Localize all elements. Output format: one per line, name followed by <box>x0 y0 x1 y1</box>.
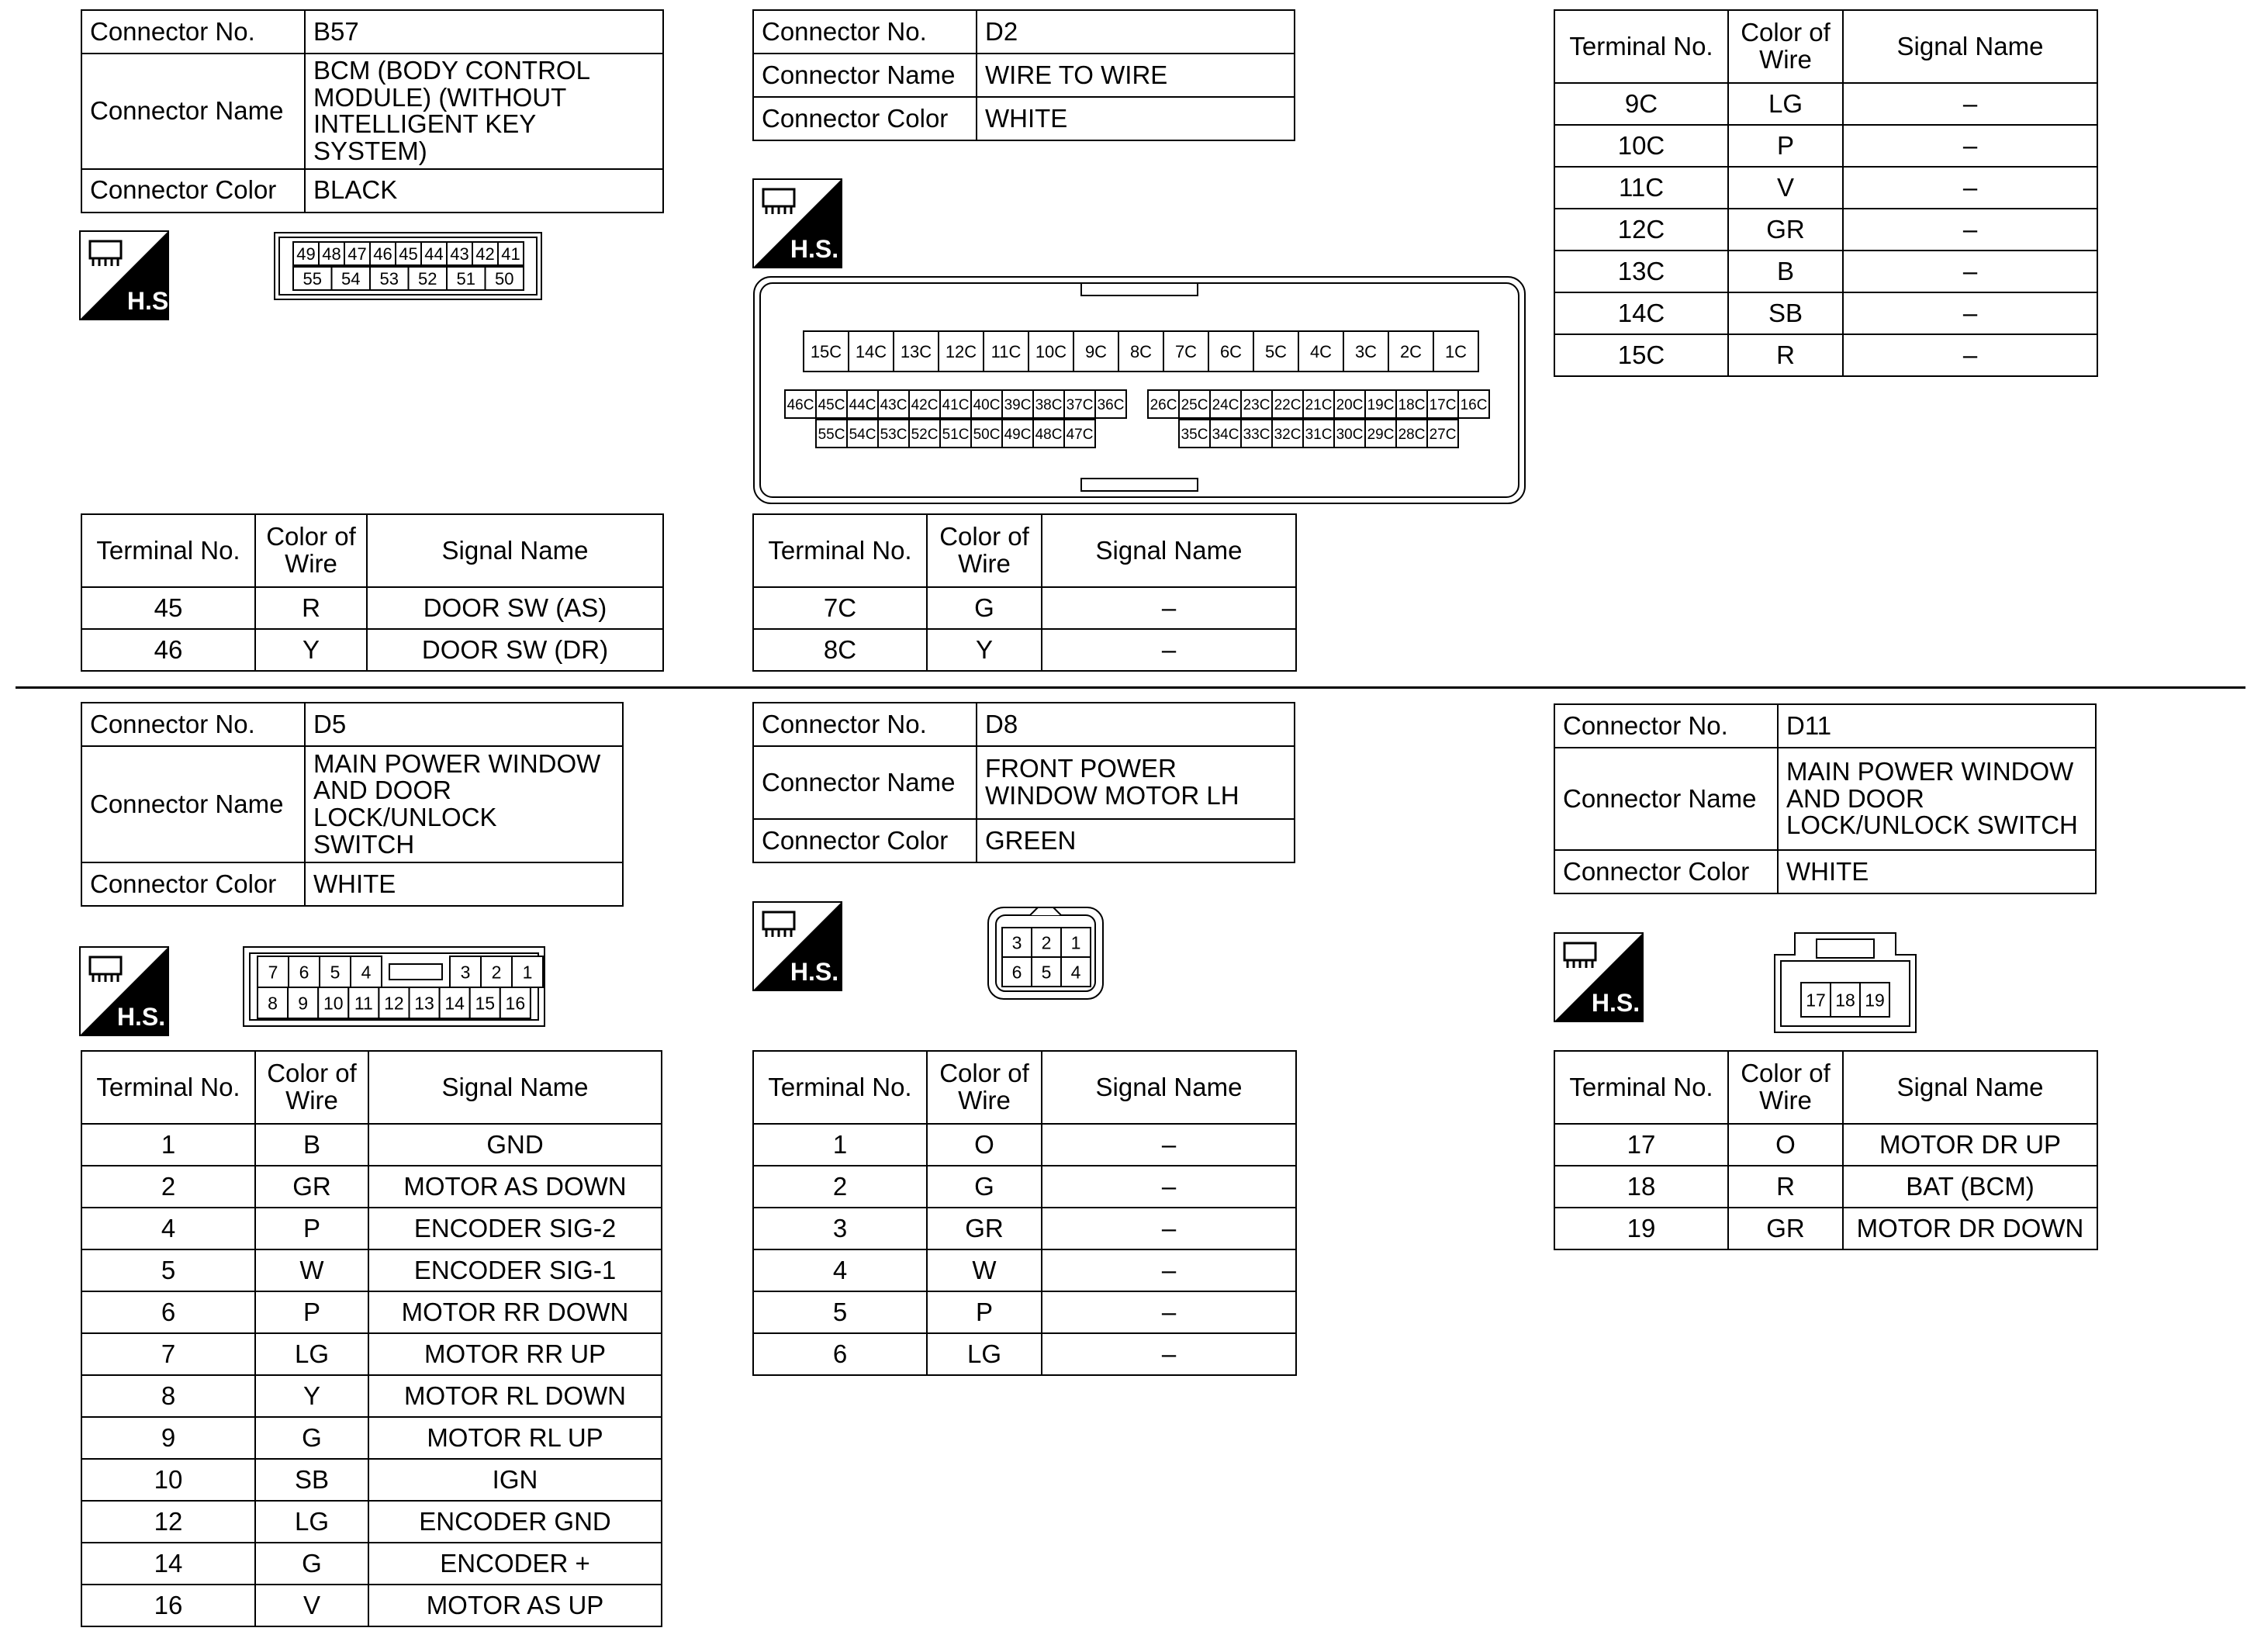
d11-connector-face <box>1773 931 1917 1034</box>
hs-harness-side-icon <box>1554 932 1644 1022</box>
pin-number: 31C <box>1305 426 1333 443</box>
col-signal: Signal Name <box>1042 1051 1296 1124</box>
signal-name-cell: MOTOR DR UP <box>1843 1124 2097 1166</box>
signal-name-cell: ENCODER GND <box>368 1501 662 1543</box>
wire-color-cell: Y <box>255 629 367 671</box>
pin-number: 15 <box>475 993 496 1014</box>
table-row <box>81 1291 662 1333</box>
wire-color-cell: GR <box>1728 209 1843 251</box>
d5-connector-face <box>242 945 546 1028</box>
signal-name-cell: MOTOR DR DOWN <box>1843 1208 2097 1249</box>
signal-name-cell: – <box>1042 587 1296 629</box>
pin-number: 15C <box>810 341 842 361</box>
pin-number: 8C <box>1129 341 1153 361</box>
pin-number: 20C <box>1336 396 1364 413</box>
table-row <box>81 587 663 629</box>
table-row <box>81 1501 662 1543</box>
terminal-no-cell: 45 <box>81 587 255 629</box>
pin-number: 43C <box>880 396 908 413</box>
d8-terminal-table <box>752 1050 1297 1376</box>
signal-name-cell: – <box>1042 1124 1296 1166</box>
wire-color-cell: W <box>927 1249 1042 1291</box>
pin-number: 42 <box>475 244 495 264</box>
pin-number: 5 <box>1041 962 1052 983</box>
connector-name-label: Connector Name <box>81 54 305 169</box>
pin-number: 49 <box>296 244 316 264</box>
pin-number: 8 <box>268 993 278 1014</box>
table-row <box>753 1208 1296 1249</box>
pin-number: 5C <box>1264 341 1288 361</box>
signal-name-cell: IGN <box>368 1459 662 1501</box>
b57-connector-face <box>273 231 543 301</box>
pin-number: 44 <box>424 244 444 264</box>
wire-color-cell: GR <box>255 1166 368 1208</box>
terminal-no-cell: 12C <box>1554 209 1728 251</box>
pin-number: 11 <box>354 993 373 1014</box>
pin-number: 32C <box>1274 426 1302 443</box>
table-row <box>81 1375 662 1417</box>
terminal-no-cell: 1 <box>81 1124 255 1166</box>
pin-number: 52C <box>911 426 939 443</box>
pin-number: 34C <box>1212 426 1239 443</box>
pin-number: 18C <box>1398 396 1426 413</box>
svg-text:H.S.: H.S. <box>790 958 839 986</box>
connector-color-label: Connector Color <box>81 169 305 213</box>
connector-no-label: Connector No. <box>753 703 977 746</box>
d2-terminal-table-continued <box>1554 9 2098 377</box>
pin-number: 7 <box>268 962 278 983</box>
svg-text:H.S.: H.S. <box>116 1003 166 1031</box>
terminal-no-cell: 10 <box>81 1459 255 1501</box>
wire-color-cell: R <box>1728 1166 1843 1208</box>
pin-number: 13C <box>900 341 932 361</box>
d5-connector-info <box>81 702 624 907</box>
connector-name-value: MAIN POWER WINDOW AND DOOR LOCK/UNLOCK SWITCH <box>1778 748 2096 850</box>
pin-number: 3 <box>460 962 471 983</box>
hs-harness-side-icon <box>752 178 842 268</box>
wire-color-cell: G <box>927 1166 1042 1208</box>
connector-color-label: Connector Color <box>753 819 977 862</box>
col-terminal: Terminal No. <box>81 514 255 587</box>
signal-name-cell: MOTOR RR DOWN <box>368 1291 662 1333</box>
pin-number: 42C <box>911 396 939 413</box>
pin-number: 4 <box>361 962 372 983</box>
signal-name-cell: MOTOR RL DOWN <box>368 1375 662 1417</box>
pin-number: 39C <box>1004 396 1032 413</box>
pin-number: 19C <box>1367 396 1395 413</box>
wire-color-cell: Y <box>927 629 1042 671</box>
connector-color-value: WHITE <box>305 862 623 906</box>
table-row <box>1554 251 2097 292</box>
pin-number: 27C <box>1429 426 1457 443</box>
pin-number: 53C <box>880 426 908 443</box>
pin-number: 17 <box>1806 990 1826 1011</box>
terminal-no-cell: 8 <box>81 1375 255 1417</box>
pin-number: 19 <box>1865 990 1885 1011</box>
table-row <box>81 1417 662 1459</box>
pin-number: 41C <box>942 396 970 413</box>
terminal-no-cell: 2 <box>81 1166 255 1208</box>
pin-number: 7C <box>1174 341 1198 361</box>
pin-number: 3 <box>1011 932 1022 953</box>
pin-number: 51 <box>456 268 475 289</box>
wire-color-cell: G <box>255 1543 368 1585</box>
signal-name-cell: ENCODER + <box>368 1543 662 1585</box>
pin-number: 10 <box>323 993 344 1014</box>
d5-terminal-table <box>81 1050 662 1627</box>
col-signal: Signal Name <box>1042 514 1296 587</box>
pin-number: 47C <box>1066 426 1094 443</box>
terminal-no-cell: 19 <box>1554 1208 1728 1249</box>
signal-name-cell: – <box>1843 334 2097 376</box>
table-row <box>81 1166 662 1208</box>
wire-color-cell: SB <box>255 1459 368 1501</box>
signal-name-cell: DOOR SW (AS) <box>367 587 663 629</box>
connector-name-label: Connector Name <box>753 54 977 97</box>
pin-number: 22C <box>1274 396 1302 413</box>
pin-number: 13 <box>414 993 434 1014</box>
connector-no-label: Connector No. <box>81 703 305 746</box>
pin-number: 12 <box>384 993 404 1014</box>
signal-name-cell: – <box>1042 1208 1296 1249</box>
terminal-no-cell: 18 <box>1554 1166 1728 1208</box>
svg-text:H.S.: H.S. <box>790 235 839 263</box>
connector-name-value: MAIN POWER WINDOW AND DOOR LOCK/UNLOCK SWITCH <box>305 746 623 862</box>
signal-name-cell: MOTOR AS DOWN <box>368 1166 662 1208</box>
terminal-no-cell: 14C <box>1554 292 1728 334</box>
pin-number: 6C <box>1219 341 1243 361</box>
wire-color-cell: LG <box>1728 83 1843 125</box>
pin-number: 16C <box>1460 396 1488 413</box>
d2-connector-face <box>752 275 1526 505</box>
connector-no-value: D11 <box>1778 704 2096 748</box>
pin-number: 55C <box>818 426 845 443</box>
terminal-no-cell: 6 <box>753 1333 927 1375</box>
pin-number: 50 <box>495 268 514 289</box>
terminal-no-cell: 9 <box>81 1417 255 1459</box>
table-row <box>81 1459 662 1501</box>
table-row <box>1554 209 2097 251</box>
pin-number: 6 <box>1011 962 1022 983</box>
signal-name-cell: – <box>1843 251 2097 292</box>
table-row <box>1554 1124 2097 1166</box>
signal-name-cell: – <box>1042 1249 1296 1291</box>
signal-name-cell: MOTOR AS UP <box>368 1585 662 1626</box>
pin-number: 16 <box>505 993 526 1014</box>
terminal-no-cell: 17 <box>1554 1124 1728 1166</box>
pin-number: 2C <box>1399 341 1423 361</box>
pin-number: 26C <box>1150 396 1177 413</box>
pin-number: 46 <box>373 244 392 264</box>
hs-harness-side-icon <box>752 901 842 991</box>
pin-number: 33C <box>1243 426 1271 443</box>
terminal-no-cell: 46 <box>81 629 255 671</box>
wire-color-cell: B <box>1728 251 1843 292</box>
connector-no-value: B57 <box>305 10 663 54</box>
connector-no-value: D5 <box>305 703 623 746</box>
pin-number: 12C <box>945 341 977 361</box>
terminal-no-cell: 4 <box>81 1208 255 1249</box>
d11-connector-info <box>1554 703 2097 894</box>
terminal-no-cell: 10C <box>1554 125 1728 167</box>
pin-number: 54 <box>341 268 361 289</box>
pin-number: 40C <box>973 396 1001 413</box>
pin-number: 28C <box>1398 426 1426 443</box>
pin-number: 5 <box>330 962 341 983</box>
pin-number: 11C <box>990 341 1022 361</box>
hs-harness-side-icon <box>79 946 169 1036</box>
pin-number: 6 <box>299 962 309 983</box>
pin-number: 1 <box>1070 932 1081 953</box>
pin-number: 2 <box>491 962 502 983</box>
terminal-no-cell: 11C <box>1554 167 1728 209</box>
wire-color-cell: LG <box>927 1333 1042 1375</box>
connector-color-label: Connector Color <box>81 862 305 906</box>
pin-number: 45C <box>818 396 845 413</box>
pin-number: 4C <box>1309 341 1333 361</box>
connector-color-value: WHITE <box>1778 850 2096 893</box>
pin-number: 49C <box>1004 426 1032 443</box>
col-color: Color of Wire <box>255 1051 368 1124</box>
wire-color-cell: G <box>255 1417 368 1459</box>
col-terminal: Terminal No. <box>753 1051 927 1124</box>
wire-color-cell: P <box>927 1291 1042 1333</box>
pin-number: 48C <box>1035 426 1063 443</box>
connector-no-label: Connector No. <box>753 10 977 54</box>
connector-name-label: Connector Name <box>753 746 977 819</box>
table-row <box>81 1543 662 1585</box>
pin-number: 48 <box>322 244 341 264</box>
connector-name-value: FRONT POWER WINDOW MOTOR LH <box>977 746 1295 819</box>
signal-name-cell: ENCODER SIG-1 <box>368 1249 662 1291</box>
col-color: Color of Wire <box>927 514 1042 587</box>
col-terminal: Terminal No. <box>81 1051 255 1124</box>
signal-name-cell: – <box>1042 1291 1296 1333</box>
pin-number: 41 <box>501 244 520 264</box>
table-row <box>753 1124 1296 1166</box>
signal-name-cell: – <box>1042 629 1296 671</box>
terminal-no-cell: 6 <box>81 1291 255 1333</box>
table-row <box>81 629 663 671</box>
wire-color-cell: V <box>1728 167 1843 209</box>
connector-color-value: WHITE <box>977 97 1295 140</box>
pin-number: 55 <box>303 268 322 289</box>
connector-color-label: Connector Color <box>1554 850 1778 893</box>
connector-color-value: BLACK <box>305 169 663 213</box>
terminal-no-cell: 9C <box>1554 83 1728 125</box>
pin-number: 2 <box>1041 932 1052 953</box>
terminal-no-cell: 8C <box>753 629 927 671</box>
pin-number: 47 <box>347 244 367 264</box>
pin-number: 14C <box>855 341 887 361</box>
signal-name-cell: – <box>1843 209 2097 251</box>
terminal-no-cell: 4 <box>753 1249 927 1291</box>
table-row <box>81 1208 662 1249</box>
signal-name-cell: BAT (BCM) <box>1843 1166 2097 1208</box>
pin-number: 25C <box>1181 396 1208 413</box>
pin-number: 17C <box>1429 396 1457 413</box>
col-signal: Signal Name <box>367 514 663 587</box>
connector-name-value: WIRE TO WIRE <box>977 54 1295 97</box>
table-row <box>753 1249 1296 1291</box>
table-row <box>753 587 1296 629</box>
col-terminal: Terminal No. <box>1554 10 1728 83</box>
table-row <box>81 1333 662 1375</box>
terminal-no-cell: 16 <box>81 1585 255 1626</box>
b57-connector-info <box>81 9 664 213</box>
wire-color-cell: P <box>255 1208 368 1249</box>
d11-terminal-table <box>1554 1050 2098 1250</box>
terminal-no-cell: 5 <box>81 1249 255 1291</box>
terminal-no-cell: 2 <box>753 1166 927 1208</box>
terminal-no-cell: 13C <box>1554 251 1728 292</box>
d2-terminal-table <box>752 513 1297 672</box>
pin-number: 10C <box>1035 341 1067 361</box>
signal-name-cell: – <box>1843 83 2097 125</box>
connector-name-label: Connector Name <box>1554 748 1778 850</box>
pin-number: 44C <box>849 396 876 413</box>
col-signal: Signal Name <box>1843 1051 2097 1124</box>
terminal-no-cell: 7C <box>753 587 927 629</box>
wire-color-cell: SB <box>1728 292 1843 334</box>
col-terminal: Terminal No. <box>753 514 927 587</box>
table-row <box>81 1124 662 1166</box>
pin-number: 4 <box>1070 962 1081 983</box>
signal-name-cell: – <box>1042 1333 1296 1375</box>
wire-color-cell: GR <box>927 1208 1042 1249</box>
col-terminal: Terminal No. <box>1554 1051 1728 1124</box>
signal-name-cell: – <box>1843 167 2097 209</box>
pin-number: 23C <box>1243 396 1271 413</box>
col-color: Color of Wire <box>927 1051 1042 1124</box>
pin-number: 35C <box>1181 426 1208 443</box>
b57-terminal-table <box>81 513 664 672</box>
wire-color-cell: O <box>1728 1124 1843 1166</box>
table-row <box>1554 1166 2097 1208</box>
pin-number: 51C <box>942 426 970 443</box>
table-row <box>1554 334 2097 376</box>
svg-text:H.S.: H.S. <box>126 287 176 315</box>
signal-name-cell: GND <box>368 1124 662 1166</box>
pin-number: 1 <box>522 962 533 983</box>
connector-name-label: Connector Name <box>81 746 305 862</box>
pin-number: 9C <box>1084 341 1108 361</box>
pin-number: 53 <box>379 268 399 289</box>
pin-number: 50C <box>973 426 1001 443</box>
table-row <box>753 1166 1296 1208</box>
col-signal: Signal Name <box>368 1051 662 1124</box>
col-color: Color of Wire <box>255 514 367 587</box>
wire-color-cell: O <box>927 1124 1042 1166</box>
terminal-no-cell: 15C <box>1554 334 1728 376</box>
wire-color-cell: Y <box>255 1375 368 1417</box>
wire-color-cell: W <box>255 1249 368 1291</box>
signal-name-cell: – <box>1042 1166 1296 1208</box>
wire-color-cell: V <box>255 1585 368 1626</box>
table-row <box>1554 83 2097 125</box>
d8-connector-face <box>987 906 1105 1001</box>
wire-color-cell: B <box>255 1124 368 1166</box>
signal-name-cell: MOTOR RR UP <box>368 1333 662 1375</box>
connector-color-label: Connector Color <box>753 97 977 140</box>
connector-color-value: GREEN <box>977 819 1295 862</box>
table-row <box>1554 1208 2097 1249</box>
terminal-no-cell: 14 <box>81 1543 255 1585</box>
pin-number: 45 <box>399 244 418 264</box>
terminal-no-cell: 5 <box>753 1291 927 1333</box>
d8-connector-info <box>752 702 1295 863</box>
pin-number: 30C <box>1336 426 1364 443</box>
terminal-no-cell: 12 <box>81 1501 255 1543</box>
terminal-no-cell: 3 <box>753 1208 927 1249</box>
wire-color-cell: P <box>255 1291 368 1333</box>
signal-name-cell: DOOR SW (DR) <box>367 629 663 671</box>
table-row <box>1554 292 2097 334</box>
pin-number: 14 <box>444 993 465 1014</box>
pin-number: 24C <box>1212 396 1239 413</box>
signal-name-cell: ENCODER SIG-2 <box>368 1208 662 1249</box>
svg-text:H.S.: H.S. <box>1591 989 1640 1017</box>
pin-number: 37C <box>1066 396 1094 413</box>
table-row <box>1554 125 2097 167</box>
connector-no-value: D8 <box>977 703 1295 746</box>
table-row <box>753 1333 1296 1375</box>
wire-color-cell: G <box>927 587 1042 629</box>
connector-no-label: Connector No. <box>1554 704 1778 748</box>
pin-number: 21C <box>1305 396 1333 413</box>
col-color: Color of Wire <box>1728 1051 1843 1124</box>
pin-number: 38C <box>1035 396 1063 413</box>
wire-color-cell: P <box>1728 125 1843 167</box>
wire-color-cell: R <box>255 587 367 629</box>
pin-number: 36C <box>1097 396 1125 413</box>
wire-color-cell: GR <box>1728 1208 1843 1249</box>
section-divider <box>16 686 2245 689</box>
wire-color-cell: R <box>1728 334 1843 376</box>
col-color: Color of Wire <box>1728 10 1843 83</box>
signal-name-cell: – <box>1843 292 2097 334</box>
col-signal: Signal Name <box>1843 10 2097 83</box>
pin-number: 54C <box>849 426 876 443</box>
table-row <box>81 1249 662 1291</box>
connector-no-label: Connector No. <box>81 10 305 54</box>
table-row <box>753 629 1296 671</box>
wire-color-cell: LG <box>255 1333 368 1375</box>
hs-harness-side-icon <box>79 230 176 320</box>
table-row <box>81 1585 662 1626</box>
terminal-no-cell: 1 <box>753 1124 927 1166</box>
pin-number: 18 <box>1835 990 1855 1011</box>
terminal-no-cell: 7 <box>81 1333 255 1375</box>
connector-name-value: BCM (BODY CONTROL MODULE) (WITHOUT INTELLIGENT KEY SYSTEM) <box>305 54 663 169</box>
pin-number: 43 <box>450 244 469 264</box>
signal-name-cell: – <box>1843 125 2097 167</box>
connector-key-slot <box>389 964 442 980</box>
pin-number: 1C <box>1444 341 1468 361</box>
pin-number: 46C <box>787 396 814 413</box>
d2-connector-info <box>752 9 1295 141</box>
connector-no-value: D2 <box>977 10 1295 54</box>
table-row <box>753 1291 1296 1333</box>
table-row <box>1554 167 2097 209</box>
pin-number: 3C <box>1354 341 1378 361</box>
signal-name-cell: MOTOR RL UP <box>368 1417 662 1459</box>
pin-number: 52 <box>418 268 437 289</box>
pin-number: 29C <box>1367 426 1395 443</box>
wire-color-cell: LG <box>255 1501 368 1543</box>
pin-number: 9 <box>298 993 309 1014</box>
